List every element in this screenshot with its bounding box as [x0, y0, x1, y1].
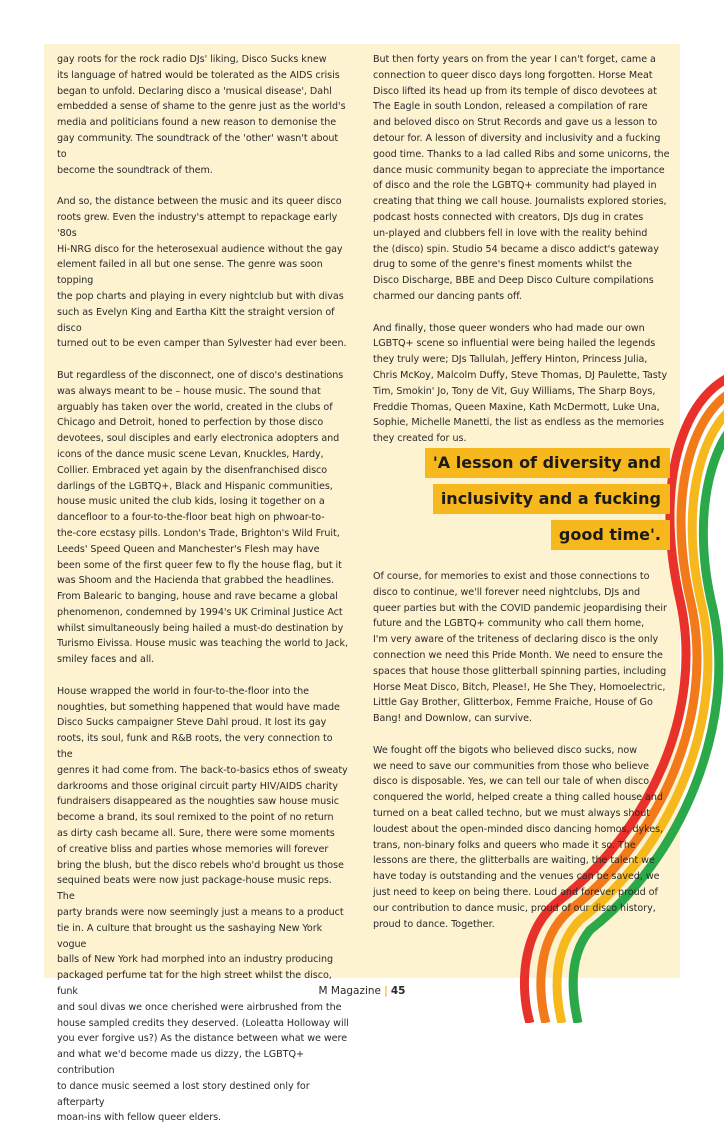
right-column-bottom [373, 569, 671, 948]
right-column-top [373, 52, 671, 463]
left-column [57, 52, 349, 1142]
pull-quote-line: good time'. [551, 520, 670, 550]
paragraph: And finally, those queer wonders who had made our own LGBTQ+ scene so influential were being hailed the legends they truly were; DJs Tallulah, Jeffery Hinton, Princess Julia, Chris McKoy, Malcolm Duffy, Steve Thomas, DJ Paulette, Tasty Tim, Smokin' Jo, Tony de Vit, Guy Williams, The Sharp Boys, Freddie Thomas, Queen Maxine, Kath McDermott, Luke Una, Sophie, Michelle Manetti, the list as endless as the memories they created for us. [373, 322, 668, 445]
pull-quote-line: 'A lesson of diversity and [425, 448, 670, 478]
page-footer [0, 985, 724, 997]
paragraph: But regardless of the disconnect, one of disco's destinations was always meant to be – house music. The sound that arguably has taken over the world, created in the clubs of Chicago and Detroit, honed to perfection by those disco devotees, soul disciples and early electronica adopters and icons of the dance music scene Levan, Knuckles, Hardy, Collier. Embraced yet again by the disenfranchised disco darlings of the LGBTQ+, Black and Hispanic communities, house music united the club kids, losing it together on a dancefloor to a four-to-the-floor beat high on phwoar-to- the-core ecstasy pills. London's Trade, Brighton's Wild Fruit, Leeds' Speed Queen and Manchester's Flesh may have been some of the first queer few to fly the house flag, but it was Shoom and the Hacienda that grabbed the headlines. From Balearic to banging, house and rave became a global phenomenon, condemned by 1994's UK Criminal Justice Act whilst simultaneously being hailed a must-do destination by Turismo Eivissa. House music was teaching the world to Jack, smiley faces and all. [57, 369, 349, 666]
magazine-name: M Magazine [318, 985, 382, 997]
paragraph: And so, the distance between the music and its queer disco roots grew. Even the industry's attempt to repackage early '80s Hi-NRG disco for the heterosexual audience without the gay element failed in all but one sense. The genre was soon topping the pop charts and playing in every nightclub but with divas such as Evelyn King and Eartha Kitt the straight version of disco turned out to be even camper than Sylvester had ever been. [57, 196, 347, 350]
pull-quote [420, 448, 670, 556]
paragraph: gay roots for the rock radio DJs' liking, Disco Sucks knew its language of hatred would be tolerated as the AIDS crisis began to unfold. Declaring disco a 'musical disease', Dahl embedded a sense of shame to the genre just as the world's media and politicians found a new reason to demonise the gay community. The soundtrack of the 'other' wasn't about to become the soundtrack of them. [57, 54, 346, 176]
paragraph: House wrapped the world in four-to-the-floor into the noughties, but something happened that would have made Disco Sucks campaigner Steve Dahl proud. It lost its gay roots, its soul, funk and R&B roots, the very connection to the genres it had come from. The back-to-basics ethos of sweaty darkrooms and those original circuit party HIV/AIDS charity fundraisers disappeared as the noughties saw house music become a brand, its soul remixed to the point of no return as dirty cash became all. Sure, there were some moments of creative bliss and parties whose memories will forever bring the blush, but the disco rebels who'd brought us those sequined beats were now just package-house music reps. The party brands were now seemingly just a means to a product tie in. A culture that brought us the sashaying New York vogue balls of New York had morphed into an industry producing packaged perfume tat for the high street whilst the disco, funk and soul divas we once cherished were airbrushed from the house sampled credits they deserved. (Loleatta Holloway will you ever forgive us?) As the distance between what we were and what we'd become made us dizzy, the LGBTQ+ contribution to dance music seemed a lost story destined only for afterparty moan-ins with fellow queer elders. [57, 685, 349, 1124]
paragraph: But then forty years on from the year I can't forget, came a connection to queer disco days long forgotten. Horse Meat Disco lifted its head up from its temple of disco devotees at The Eagle in south London, released a compilation of rare and beloved disco on Strut Records and gave us a lesson to detour for. A lesson of diversity and inclusivity and a fucking good time. Thanks to a lad called Ribs and some unicorns, the dance music community began to appreciate the importance of disco and the role the LGBTQ+ community had played in creating that thing we call house. Journalists explored stories, podcast hosts connected with creators, DJs dug in crates un-played and clubbers fell in love with the reality behind the (disco) spin. Studio 54 became a disco addict's gateway drug to some of the genre's finest moments whilst the Disco Discharge, BBE and Deep Disco Culture compilations charmed our dancing pants off. [373, 54, 670, 302]
paragraph: We fought off the bigots who believed disco sucks, now we need to save our communities from those who believe disco is disposable. Yes, we can tell our tale of when disco conquered the world, helped create a thing called house and turned on a beat called techno, but we must always shout loudest about the open-minded disco dancing homos, dykes, trans, non-binary folks and queers who made it so. The lessons are there, the glitterballs are waiting, the talent we have today is outstanding and the venues can be saved, we just need to keep on being there. Loud and forever proud of our contribution to dance music, proud of our disco history, proud to dance. Together. [373, 744, 664, 930]
pull-quote-line: inclusivity and a fucking [433, 484, 670, 514]
footer-separator: | [384, 985, 388, 997]
page-number: 45 [390, 985, 406, 997]
paragraph: Of course, for memories to exist and those connections to disco to continue, we'll forever need nightclubs, DJs and queer parties but with the COVID pandemic jeopardising their future and the LGBTQ+ community who call them home, I'm very aware of the triteness of declaring disco is the only connection we need this Pride Month. We need to ensure the spaces that house those glitterball spinning parties, including Horse Meat Disco, Bitch, Please!, He She They, Homoelectric, Little Gay Brother, Glitterbox, Femme Fraiche, House of Go Bang! and Downlow, can survive. [373, 571, 667, 725]
